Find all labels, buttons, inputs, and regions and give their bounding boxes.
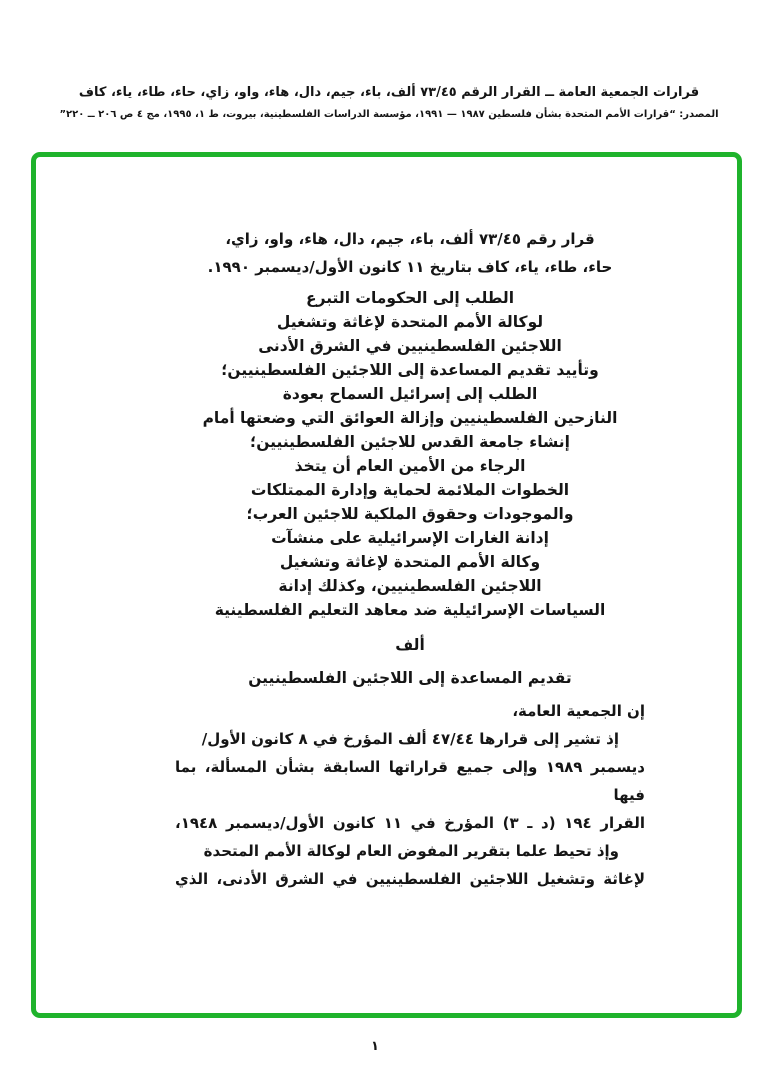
paragraph-line: لإغاثة وتشغيل اللاجئين الفلسطينيين في الشرق الأدنى، الذي [175,870,645,888]
green-border-frame [31,152,742,1018]
title-line: الطلب إلى الحكومات التبرع [305,289,515,307]
title-line: وكالة الأمم المتحدة لإغاثة وتشغيل [279,553,541,571]
paragraph-lead: إذ تشير [564,730,619,748]
title-line: اللاجئين الفلسطينيين في الشرق الأدنى [258,337,562,355]
paragraph-text: بتقرير المفوض العام لوكالة الأمم المتحدة [203,842,516,860]
page-number: ١ [371,1039,379,1054]
title-line: لوكالة الأمم المتحدة لإغاثة وتشغيل [276,313,544,331]
title-line: والموجودات وحقوق الملكية للاجئين العرب؛ [246,505,574,523]
paragraph-text: إلى قرارها ٤٧/٤٤ ألف المؤرخ في ٨ كانون الأول/ [201,730,565,748]
paragraph-line [175,837,645,865]
resolution-content [175,225,645,893]
title-line: السياسات الإسرائيلية ضد معاهد التعليم الفلسطينية [214,601,606,619]
title-line: اللاجئين الفلسطينيين، وكذلك إدانة [278,577,542,595]
page-header-title: قرارات الجمعية العامة ــ القرار الرقم ٧٣/٤٥ ألف، باء، جيم، دال، هاء، واو، زاي، حاء، طاء، ياء، كاف [78,85,700,100]
opening-line: حاء، طاء، ياء، كاف بتاريخ ١١ كانون الأول/ديسمبر ١٩٩٠. [207,258,613,276]
title-line: الخطوات الملائمة لحماية وإدارة الممتلكات [250,481,570,499]
section-title: تقديم المساعدة إلى اللاجئين الفلسطينيين [248,669,572,687]
section-letter: ألف [395,636,425,654]
title-line: الطلب إلى إسرائيل السماح بعودة [282,385,538,403]
paragraph-lead: وإذ تحيط علما [515,842,619,860]
preamble-block [175,697,645,893]
preamble-intro: إن الجمعية العامة، [512,702,645,720]
paragraph-line: القرار ١٩٤ (د ـ ٣) المؤرخ في ١١ كانون الأول/ديسمبر ١٩٤٨، [175,814,646,832]
title-line: الرجاء من الأمين العام أن يتخذ [294,457,526,475]
resolution-number-block [175,225,645,281]
resolution-title-block [175,286,645,622]
title-line: النازحين الفلسطينيين وإزالة العوائق التي وضعتها أمام [202,409,618,427]
paragraph-line [175,725,645,753]
title-line: وتأييد تقديم المساعدة إلى اللاجئين الفلسطينيين؛ [221,361,599,379]
opening-line: قرار رقم ٧٣/٤٥ ألف، باء، جيم، دال، هاء، واو، زاي، [225,230,595,248]
paragraph-line: ديسمبر ١٩٨٩ وإلى جميع قراراتها السابقة بشأن المسألة، بما فيها [175,758,645,804]
title-line: إنشاء جامعة القدس للاجئين الفلسطينيين؛ [250,433,570,451]
title-line: إدانة الغارات الإسرائيلية على منشآت [271,529,549,547]
page-header-source: المصدر: “قرارات الأمم المتحدة بشأن فلسطين ١٩٨٧ — ١٩٩١، مؤسسة الدراسات الفلسطينية، بيروت، ط ١، ١٩٩٥، مج ٤ ص ٢٠٦ ــ ٢٢٠” [59,109,719,120]
